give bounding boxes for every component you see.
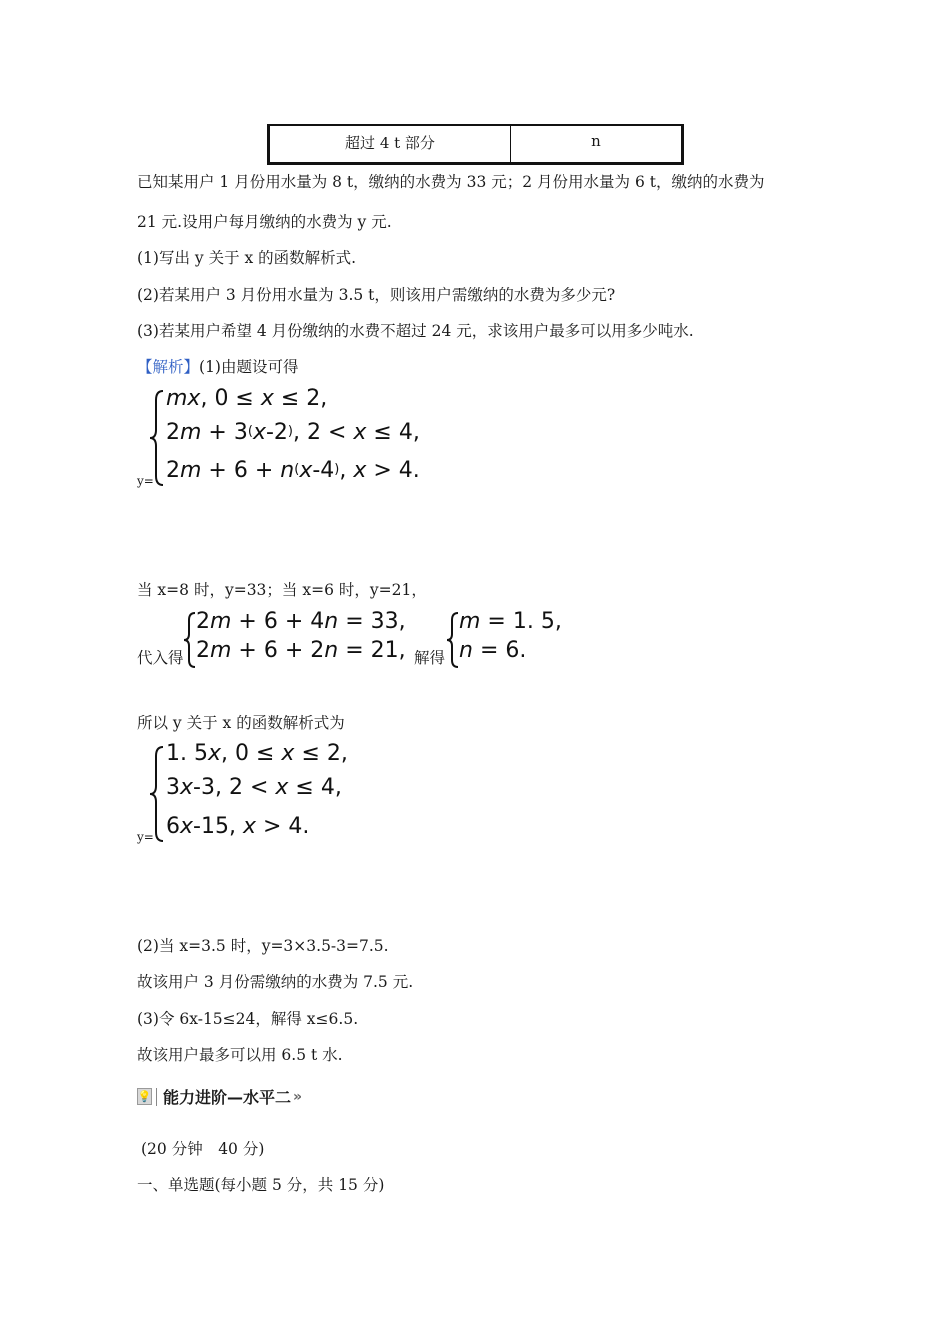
solution-intro: [137, 355, 298, 377]
solution-tag: 【解析】: [137, 358, 200, 376]
solution-intro-text: (1)由题设可得: [199, 358, 299, 376]
section-heading-title: 能力进阶—水平二: [163, 1088, 292, 1107]
formula-row: m = 1. 5,: [459, 609, 562, 634]
table-cell-value: n: [591, 132, 601, 150]
solve-label: 解得: [414, 649, 446, 667]
formula-row: 1. 5x, 0 ≤ x ≤ 2,: [166, 741, 348, 766]
section-title: 一、单选题(每小题 5 分，共 15 分): [137, 1176, 385, 1194]
system-brace: [148, 744, 166, 844]
time-score: (20 分钟 40 分): [141, 1140, 265, 1158]
question-3: (3)若某用户希望 4 月份缴纳的水费不超过 24 元，求该用户最多可以用多少吨水.: [137, 322, 694, 340]
formula-row: mx, 0 ≤ x ≤ 2,: [166, 386, 328, 411]
formula-row: 2m + 6 + 2n = 21,: [196, 638, 406, 663]
problem-line-2: 21 元.设用户每月缴纳的水费为 y 元.: [137, 213, 392, 231]
formula-row: 6x-15, x > 4.: [166, 814, 310, 839]
question-1: (1)写出 y 关于 x 的函数解析式.: [137, 249, 357, 267]
table-cell-label: 超过 4 t 部分: [270, 126, 511, 162]
formula-row: 2m + 6 + n(x-4), x > 4.: [166, 458, 420, 483]
answer-2: (2)当 x=3.5 时，y=3×3.5-3=7.5.: [137, 937, 389, 955]
answer-2-conclusion: 故该用户 3 月份需缴纳的水费为 7.5 元.: [137, 973, 414, 991]
price-table: [267, 124, 684, 165]
formula-row: 3x-3, 2 < x ≤ 4,: [166, 775, 342, 800]
system-brace: [148, 388, 166, 488]
formula-row: 2m + 6 + 4n = 33,: [196, 609, 406, 634]
section-heading: [137, 1085, 302, 1108]
result-intro: 所以 y 关于 x 的函数解析式为: [137, 714, 345, 732]
system-brace: [183, 611, 197, 669]
answer-3: (3)令 6x-15≤24，解得 x≤6.5.: [137, 1010, 359, 1028]
formula-row: 2m + 3(x-2), 2 < x ≤ 4,: [166, 420, 420, 445]
answer-3-conclusion: 故该用户最多可以用 6.5 t 水.: [137, 1046, 343, 1064]
lightbulb-icon: 💡: [137, 1090, 152, 1103]
question-2: (2)若某用户 3 月份用水量为 3.5 t，则该用户需缴纳的水费为多少元?: [137, 286, 616, 304]
formula-row: n = 6.: [459, 638, 527, 663]
heading-divider: [156, 1088, 157, 1106]
y-equals-label: y=: [137, 474, 154, 488]
condition-line: 当 x=8 时，y=33；当 x=6 时，y=21，: [137, 581, 427, 599]
system-brace: [446, 611, 460, 669]
y-equals-label: y=: [137, 830, 154, 844]
double-chevron-icon: »: [293, 1088, 303, 1105]
substitute-label: 代入得: [137, 649, 184, 667]
problem-line-1: 已知某用户 1 月份用水量为 8 t，缴纳的水费为 33 元；2 月份用水量为 6 t，缴纳的水费为: [137, 173, 765, 191]
